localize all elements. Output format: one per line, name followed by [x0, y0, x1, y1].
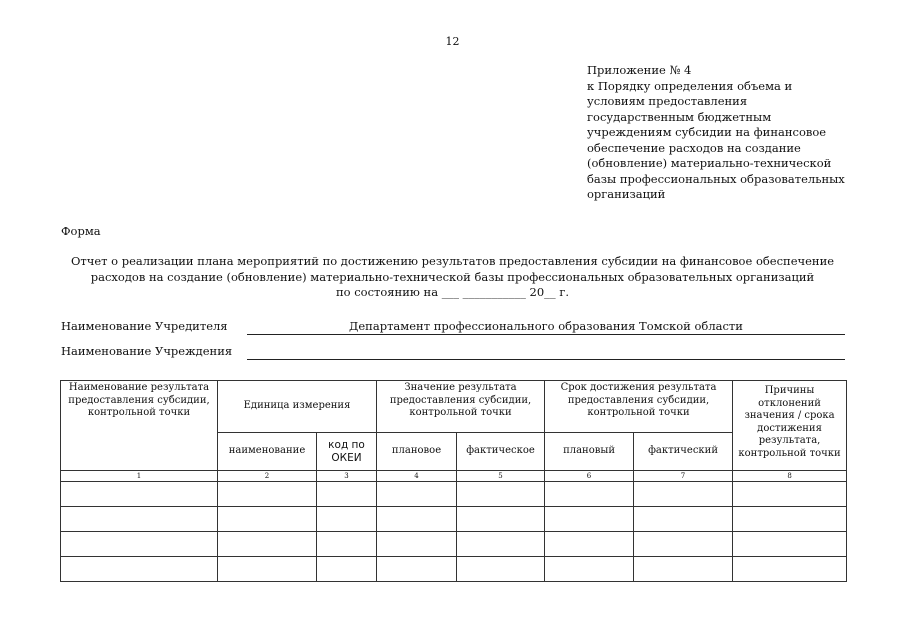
report-title-line: Отчет о реализации плана мероприятий по достижению результатов предоставления субсидии на финансовое обеспечение: [70, 254, 835, 268]
col-value-header: Значение результата предоставления субсидии, контрольной точки: [377, 381, 545, 433]
institution-label: Наименование Учреждения: [61, 344, 233, 358]
report-table: [60, 380, 847, 582]
column-number: 3: [317, 471, 377, 482]
col-reasons-header: Причины отклонений значения / срока достижения результата, контрольной точки: [733, 381, 847, 471]
page-number: 12: [445, 35, 460, 48]
appendix-line: к Порядку определения объема и: [587, 78, 793, 93]
table-cell: [457, 482, 545, 507]
table-cell: [377, 507, 457, 532]
appendix-line: базы профессиональных образовательных: [587, 171, 845, 186]
col-unit-okei: [317, 433, 377, 471]
appendix-title: Приложение № 4: [587, 63, 692, 77]
col-unit-header: Единица измерения: [218, 381, 377, 433]
table-cell: [545, 532, 634, 557]
table-cell: [545, 557, 634, 582]
form-label: Форма: [61, 224, 101, 238]
table-cell: [733, 507, 847, 532]
table-cell: [377, 557, 457, 582]
column-number: 2: [218, 471, 317, 482]
table-cell: [733, 482, 847, 507]
appendix-line: организаций: [587, 187, 666, 201]
table-row: [61, 557, 847, 582]
table-row: [61, 507, 847, 532]
founder-row: [61, 319, 845, 335]
report-title: [60, 254, 845, 301]
table-cell: [634, 482, 733, 507]
col-term-planned: плановый: [545, 433, 634, 471]
appendix-line: обеспечение расходов на создание: [587, 140, 801, 155]
column-number: 7: [634, 471, 733, 482]
table-cell: [545, 482, 634, 507]
table-cell: [218, 532, 317, 557]
table-cell: [457, 557, 545, 582]
table-cell: [634, 557, 733, 582]
column-number: 1: [61, 471, 218, 482]
col-term-actual: фактический: [634, 433, 733, 471]
table-cell: [317, 557, 377, 582]
col-value-actual: фактическое: [457, 433, 545, 471]
institution-value: [247, 344, 845, 360]
table-row: [61, 482, 847, 507]
table-cell: [634, 532, 733, 557]
table-cell: [377, 532, 457, 557]
table-cell: [218, 507, 317, 532]
table-cell: [457, 507, 545, 532]
table-cell: [733, 532, 847, 557]
table-row: [61, 532, 847, 557]
institution-row: [61, 344, 845, 360]
table-cell: [218, 482, 317, 507]
founder-value: Департамент профессионального образования Томской области: [247, 319, 845, 335]
report-date-line: по состоянию на ___ ___________ 20__ г.: [335, 285, 570, 299]
table-cell: [457, 532, 545, 557]
column-number: 5: [457, 471, 545, 482]
appendix-line: условиям предоставления: [587, 94, 748, 108]
column-number-row: [61, 471, 847, 482]
column-number: 6: [545, 471, 634, 482]
appendix-line: учреждениям субсидии на финансовое: [587, 125, 827, 139]
appendix-line: (обновление) материально-технической: [587, 156, 832, 170]
okei-line: ОКЕИ: [331, 451, 362, 464]
table-cell: [317, 532, 377, 557]
col-unit-name: наименование: [218, 433, 317, 471]
report-title-line: расходов на создание (обновление) материально-технической базы профессиональных образовательных организаций: [90, 269, 815, 284]
appendix-line: государственным бюджетным: [587, 109, 772, 124]
table-header-row: [61, 381, 847, 433]
table-cell: [61, 482, 218, 507]
col-term-header: Срок достижения результата предоставления субсидии, контрольной точки: [545, 381, 733, 433]
col-value-planned: плановое: [377, 433, 457, 471]
col-result-name-header: Наименование результата предоставления субсидии, контрольной точки: [61, 381, 218, 471]
table-cell: [61, 557, 218, 582]
appendix-block: [587, 63, 887, 203]
table-cell: [377, 482, 457, 507]
table-cell: [317, 482, 377, 507]
table-cell: [218, 557, 317, 582]
table-cell: [733, 557, 847, 582]
table-cell: [634, 507, 733, 532]
founder-label: Наименование Учредителя: [61, 319, 228, 333]
okei-line: код по: [328, 439, 365, 451]
table-cell: [545, 507, 634, 532]
column-number: 4: [377, 471, 457, 482]
table-cell: [317, 507, 377, 532]
table-cell: [61, 532, 218, 557]
table-cell: [61, 507, 218, 532]
column-number: 8: [733, 471, 847, 482]
